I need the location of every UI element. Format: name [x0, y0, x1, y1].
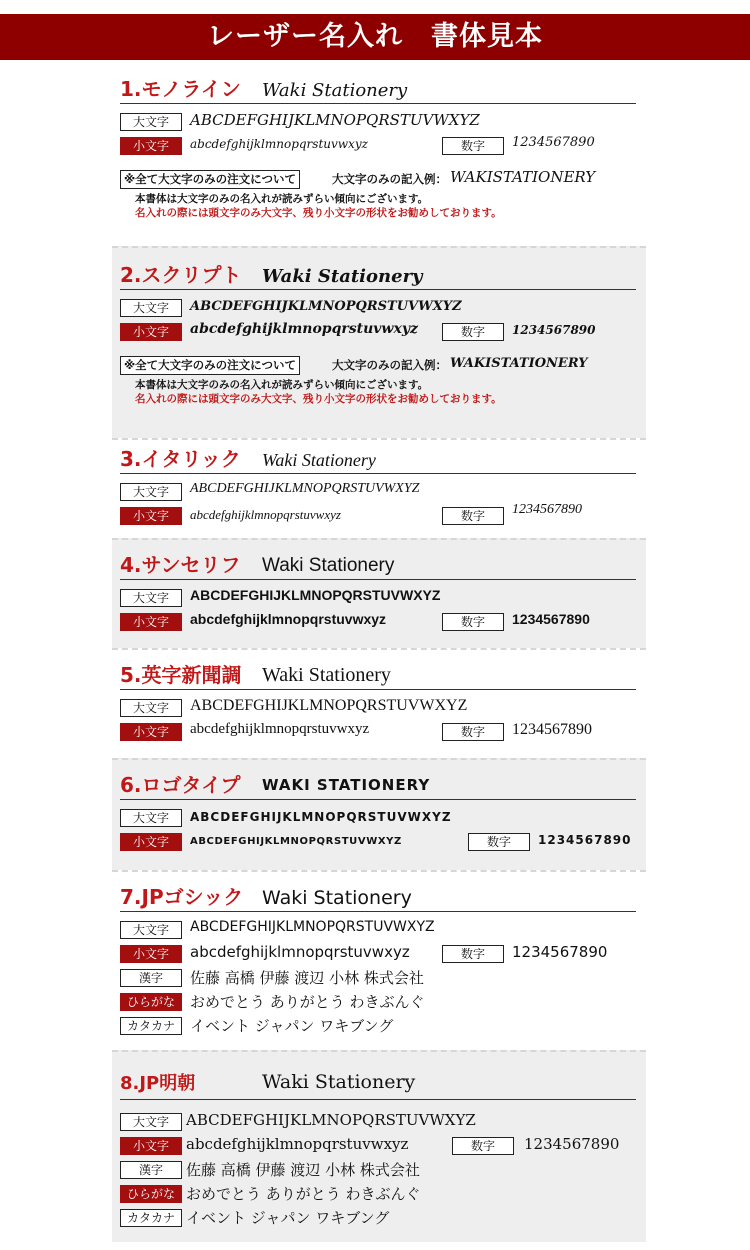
upper-label: 大文字: [120, 113, 182, 131]
upper-sample: ABCDEFGHIJKLMNOPQRSTUVWXYZ: [190, 697, 468, 714]
section-title: 8.JP明朝: [120, 1073, 196, 1094]
lower-row: [120, 720, 646, 744]
number-sample: 1234567890: [512, 721, 592, 738]
kanji-row: [120, 1158, 646, 1182]
hiragana-sample: おめでとう ありがとう わきぶんぐ: [186, 1185, 421, 1203]
upper-sample: ABCDEFGHIJKLMNOPQRSTUVWXYZ: [190, 111, 480, 129]
lower-label: 小文字: [120, 613, 182, 631]
lower-row: [120, 504, 646, 528]
section-newspaper: [112, 648, 646, 758]
hiragana-row: [120, 990, 646, 1014]
upper-sample: ABCDEFGHIJKLMNOPQRSTUVWXYZ: [190, 587, 441, 603]
lower-row: [120, 942, 646, 966]
section-sample: Waki Stationery: [262, 450, 376, 470]
section-monoline: [112, 74, 646, 246]
lower-sample: abcdefghijklmnopqrstuvwxyz: [190, 611, 387, 627]
section-logotype: [112, 758, 646, 870]
section-title: 6.ロゴタイプ: [120, 773, 241, 797]
number-sample: 1234567890: [538, 833, 632, 847]
number-label: 数字: [468, 833, 530, 851]
lower-label: 小文字: [120, 137, 182, 155]
upper-sample: ABCDEFGHIJKLMNOPQRSTUVWXYZ: [190, 919, 435, 935]
section-italic: [112, 438, 646, 538]
katakana-sample: イベント ジャパン ワキブング: [190, 1017, 394, 1035]
section-sample: Waki Stationery: [262, 1071, 416, 1093]
upper-label: 大文字: [120, 589, 182, 607]
section-header: [120, 444, 636, 474]
note-line-1: 本書体は大文字のみの名入れが読みずらい傾向にございます。: [135, 193, 429, 205]
upper-sample: ABCDEFGHIJKLMNOPQRSTUVWXYZ: [190, 481, 420, 496]
section-header: [120, 1066, 636, 1100]
lower-row: [120, 830, 646, 854]
lower-label: 小文字: [120, 1137, 182, 1155]
section-header: [120, 550, 636, 580]
number-sample: 1234567890: [512, 135, 595, 150]
section-sample: Waki Stationery: [262, 887, 412, 909]
kanji-label: 漢字: [120, 969, 182, 987]
section-sample: Waki Stationery: [262, 80, 408, 101]
section-jp-gothic: [112, 870, 646, 1050]
upper-row: [120, 296, 646, 320]
upper-row: [120, 806, 646, 830]
section-header: [120, 882, 636, 912]
note-example-label: 大文字のみの記入例：: [332, 358, 447, 372]
section-title: 7.JPゴシック: [120, 885, 244, 909]
number-label: 数字: [452, 1137, 514, 1155]
katakana-label: カタカナ: [120, 1209, 182, 1227]
lower-label: 小文字: [120, 507, 182, 525]
section-header: [120, 260, 636, 290]
note-row: [120, 168, 646, 190]
lower-sample: abcdefghijklmnopqrstuvwxyz: [190, 321, 418, 337]
upper-row: [120, 110, 646, 134]
number-label: 数字: [442, 323, 504, 341]
hiragana-label: ひらがな: [120, 1185, 182, 1203]
note-line-2: 名入れの際には頭文字のみ大文字、残り小文字の形状をお勧めしております。: [135, 207, 502, 219]
note-box: ※全て大文字のみの注文について: [120, 356, 300, 375]
kanji-label: 漢字: [120, 1161, 182, 1179]
section-header: [120, 74, 636, 104]
lower-label: 小文字: [120, 833, 182, 851]
lower-sample: abcdefghijklmnopqrstuvwxyz: [186, 1135, 409, 1153]
section-title: 5.英字新聞調: [120, 663, 242, 687]
section-title: 2.スクリプト: [120, 263, 242, 287]
section-title: 4.サンセリフ: [120, 553, 241, 577]
lower-row: [120, 1134, 646, 1158]
upper-label: 大文字: [120, 699, 182, 717]
section-jp-mincho: [112, 1050, 646, 1242]
number-label: 数字: [442, 945, 504, 963]
section-title: 1.モノライン: [120, 77, 241, 101]
upper-sample: ABCDEFGHIJKLMNOPQRSTUVWXYZ: [190, 810, 452, 824]
number-label: 数字: [442, 613, 504, 631]
number-label: 数字: [442, 723, 504, 741]
number-label: 数字: [442, 137, 504, 155]
upper-label: 大文字: [120, 299, 182, 317]
lower-row: [120, 610, 646, 634]
note-line-1: 本書体は大文字のみの名入れが読みずらい傾向にございます。: [135, 379, 429, 391]
number-label: 数字: [442, 507, 504, 525]
katakana-row: [120, 1014, 646, 1038]
lower-sample: abcdefghijklmnopqrstuvwxyz: [190, 721, 370, 737]
katakana-label: カタカナ: [120, 1017, 182, 1035]
hiragana-row: [120, 1182, 646, 1206]
upper-sample: ABCDEFGHIJKLMNOPQRSTUVWXYZ: [190, 299, 462, 314]
katakana-sample: イベント ジャパン ワキブング: [186, 1209, 390, 1227]
lower-sample: ABCDEFGHIJKLMNOPQRSTUVWXYZ: [190, 836, 402, 847]
note-row: [120, 354, 646, 376]
upper-label: 大文字: [120, 921, 182, 939]
number-sample: 1234567890: [512, 943, 608, 961]
upper-row: [120, 918, 646, 942]
section-sample: WAKI STATIONERY: [262, 776, 431, 794]
section-title: 3.イタリック: [120, 447, 241, 471]
section-header: [120, 770, 636, 800]
lower-sample: abcdefghijklmnopqrstuvwxyz: [190, 137, 368, 151]
upper-label: 大文字: [120, 1113, 182, 1131]
upper-sample: ABCDEFGHIJKLMNOPQRSTUVWXYZ: [186, 1111, 476, 1129]
lower-label: 小文字: [120, 945, 182, 963]
note-line-2: 名入れの際には頭文字のみ大文字、残り小文字の形状をお勧めしております。: [135, 393, 502, 405]
lower-label: 小文字: [120, 323, 182, 341]
note-example-label: 大文字のみの記入例：: [332, 172, 447, 186]
lower-row: [120, 134, 646, 158]
section-header: [120, 660, 636, 690]
section-sample: Waki Stationery: [262, 664, 391, 686]
note-box: ※全て大文字のみの注文について: [120, 170, 300, 189]
hiragana-label: ひらがな: [120, 993, 182, 1011]
katakana-row: [120, 1206, 646, 1230]
section-script: [112, 246, 646, 438]
upper-row: [120, 480, 646, 504]
section-sample: Waki Stationery: [262, 266, 423, 287]
upper-row: [120, 586, 646, 610]
kanji-sample: 佐藤 高橋 伊藤 渡辺 小林 株式会社: [186, 1161, 420, 1179]
number-sample: 1234567890: [524, 1135, 620, 1153]
note-example-value: WAKISTATIONERY: [450, 356, 588, 371]
hiragana-sample: おめでとう ありがとう わきぶんぐ: [190, 993, 425, 1011]
upper-row: [120, 1110, 646, 1134]
kanji-sample: 佐藤 高橋 伊藤 渡辺 小林 株式会社: [190, 969, 424, 987]
page-banner: レーザー名入れ 書体見本: [0, 14, 750, 60]
lower-row: [120, 320, 646, 344]
lower-sample: abcdefghijklmnopqrstuvwxyz: [190, 943, 410, 961]
upper-label: 大文字: [120, 483, 182, 501]
note-example-value: WAKISTATIONERY: [450, 168, 596, 186]
number-sample: 1234567890: [512, 323, 596, 337]
number-sample: 1234567890: [512, 502, 582, 517]
lower-label: 小文字: [120, 723, 182, 741]
lower-sample: abcdefghijklmnopqrstuvwxyz: [190, 507, 341, 522]
upper-row: [120, 696, 646, 720]
section-sample: Waki Stationery: [262, 555, 395, 576]
upper-label: 大文字: [120, 809, 182, 827]
section-sans-serif: [112, 538, 646, 648]
kanji-row: [120, 966, 646, 990]
number-sample: 1234567890: [512, 611, 590, 627]
